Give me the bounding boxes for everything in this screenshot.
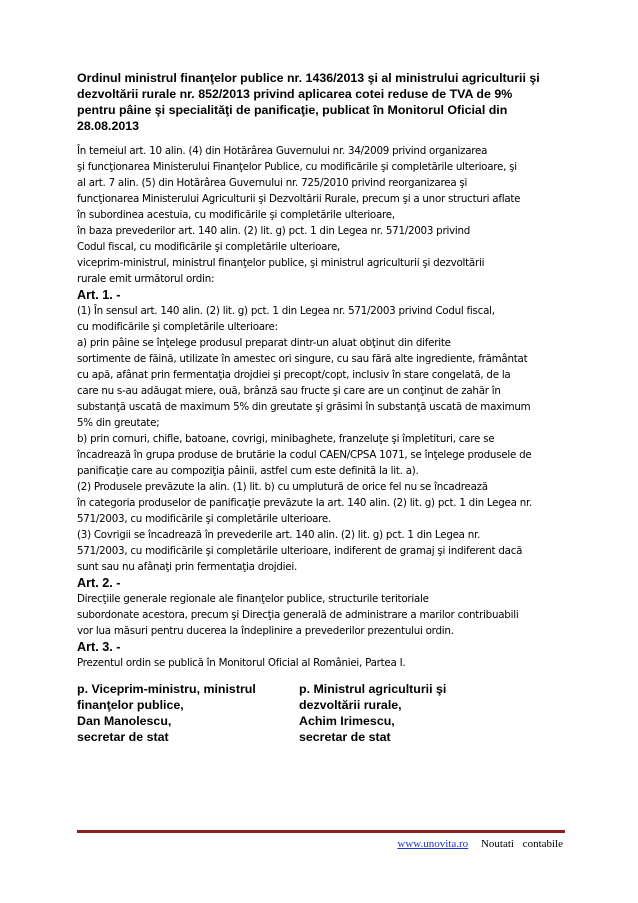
article-line: încadrează în grupa produse de brutărie la codul CAEN/CPSA 1071, se înţelege produsele de — [77, 449, 532, 461]
article-line: sunt sau nu afânaţi prin fermentaţia drojdiei. — [77, 561, 298, 573]
signature-left — [77, 681, 256, 745]
preamble-line: Codul fiscal, cu modificările şi completările ulterioare, — [77, 241, 341, 253]
signature-line: p. Viceprim-ministru, ministrul — [77, 682, 256, 696]
preamble — [77, 143, 567, 287]
preamble-line: viceprim-ministrul, ministrul finanţelor publice, şi ministrul agriculturii şi dezvoltării — [77, 257, 485, 269]
article-line: 5% din greutate; — [77, 417, 160, 429]
article-line: panificaţie care au compoziţia pâinii, astfel cum este definită la lit. a). — [77, 465, 419, 477]
preamble-line: şi funcţionarea Ministerului Finanţelor Publice, cu modificările şi completările ulterioare, şi — [77, 161, 517, 173]
document-body — [77, 70, 567, 671]
article-line: 571/2003, cu modificările şi completările ulterioare. — [77, 513, 332, 525]
article-2 — [77, 575, 567, 639]
website-link[interactable]: www.unovita.ro — [397, 838, 469, 850]
article-line: (3) Covrigii se încadrează în prevederile art. 140 alin. (2) lit. g) pct. 1 din Legea nr. — [77, 529, 481, 541]
title-line: dezvoltării rurale nr. 852/2013 privind aplicarea cotei reduse de TVA de 9% — [77, 87, 513, 101]
article-line: substanţă uscată de maximum 5% din greutate şi grăsimi în substanţă uscată de maximum — [77, 401, 531, 413]
preamble-line: funcţionarea Ministerului Agriculturii şi Dezvoltării Rurale, precum şi a unor structuri aflate — [77, 193, 521, 205]
signature-line: secretar de stat — [299, 730, 391, 744]
signature-line: Achim Irimescu, — [299, 714, 395, 728]
article-3 — [77, 639, 567, 671]
article-heading: Art. 2. - — [77, 576, 121, 590]
title-line: pentru pâine şi specialităţi de panificaţie, publicat în Monitorul Oficial din — [77, 103, 508, 117]
article-line: vor lua măsuri pentru ducerea la îndeplinire a prevederilor prezentului ordin. — [77, 625, 454, 637]
article-line: b) prin cornuri, chifle, batoane, covrigi, minibaghete, franzeluţe şi împletituri, care se — [77, 433, 495, 445]
footer — [397, 838, 563, 850]
preamble-line: în baza prevederilor art. 140 alin. (2) lit. g) pct. 1 din Legea nr. 571/2003 privind — [77, 225, 471, 237]
article-line: (1) În sensul art. 140 alin. (2) lit. g) pct. 1 din Legea nr. 571/2003 privind Codul fiscal, — [77, 305, 495, 317]
signature-line: finanţelor publice, — [77, 698, 184, 712]
title-line: Ordinul ministrul finanţelor publice nr. 1436/2013 şi al ministrului agriculturii şi — [77, 71, 540, 85]
article-line: Prezentul ordin se publică în Monitorul Oficial al României, Partea I. — [77, 657, 406, 669]
title-line: 28.08.2013 — [77, 119, 140, 133]
preamble-line: În temeiul art. 10 alin. (4) din Hotărârea Guvernului nr. 34/2009 privind organizarea — [77, 145, 488, 157]
article-heading: Art. 1. - — [77, 288, 121, 302]
article-line: care nu s-au adăugat miere, ouă, brânză sau fructe şi care are un conţinut de zahăr în — [77, 385, 501, 397]
preamble-line: rurale emit următorul ordin: — [77, 273, 215, 285]
signature-right — [299, 681, 446, 745]
article-line: subordonate acestora, precum şi Direcţia generală de administrare a marilor contribuabili — [77, 609, 519, 621]
article-line: în categoria produselor de panificaţie prevăzute la art. 140 alin. (2) lit. g) pct. 1 din Legea nr. — [77, 497, 533, 509]
preamble-line: al art. 7 alin. (5) din Hotărârea Guvernului nr. 725/2010 privind reorganizarea şi — [77, 177, 468, 189]
article-line: cu apă, afânat prin fermentaţia drojdiei şi precopt/copt, inclusiv în stare congelată, de la — [77, 369, 511, 381]
article-1 — [77, 287, 567, 575]
article-heading: Art. 3. - — [77, 640, 121, 654]
article-line: sortimente de făină, utilizate în amestec ori singure, cu sau fără alte ingrediente, frământat — [77, 353, 528, 365]
signature-line: p. Ministrul agriculturii şi — [299, 682, 447, 696]
article-line: (2) Produsele prevăzute la alin. (1) lit. b) cu umplutură de orice fel nu se încadrează — [77, 481, 488, 493]
article-line: a) prin pâine se înţelege produsul preparat dintr-un aluat obţinut din diferite — [77, 337, 451, 349]
signature-line: secretar de stat — [77, 730, 169, 744]
footer-divider — [77, 830, 565, 833]
article-line: cu modificările şi completările ulterioare: — [77, 321, 278, 333]
document-title — [77, 70, 567, 134]
signature-line: Dan Manolescu, — [77, 714, 172, 728]
article-line: Direcţiile generale regionale ale finanţelor publice, structurile teritoriale — [77, 593, 429, 605]
article-line: 571/2003, cu modificările şi completările ulterioare, indiferent de gramaj şi indiferent dacă — [77, 545, 523, 557]
footer-note: Noutati contabile — [480, 838, 563, 850]
preamble-line: în subordinea acestuia, cu modificările şi completările ulterioare, — [77, 209, 395, 221]
signature-line: dezvoltării rurale, — [299, 698, 402, 712]
